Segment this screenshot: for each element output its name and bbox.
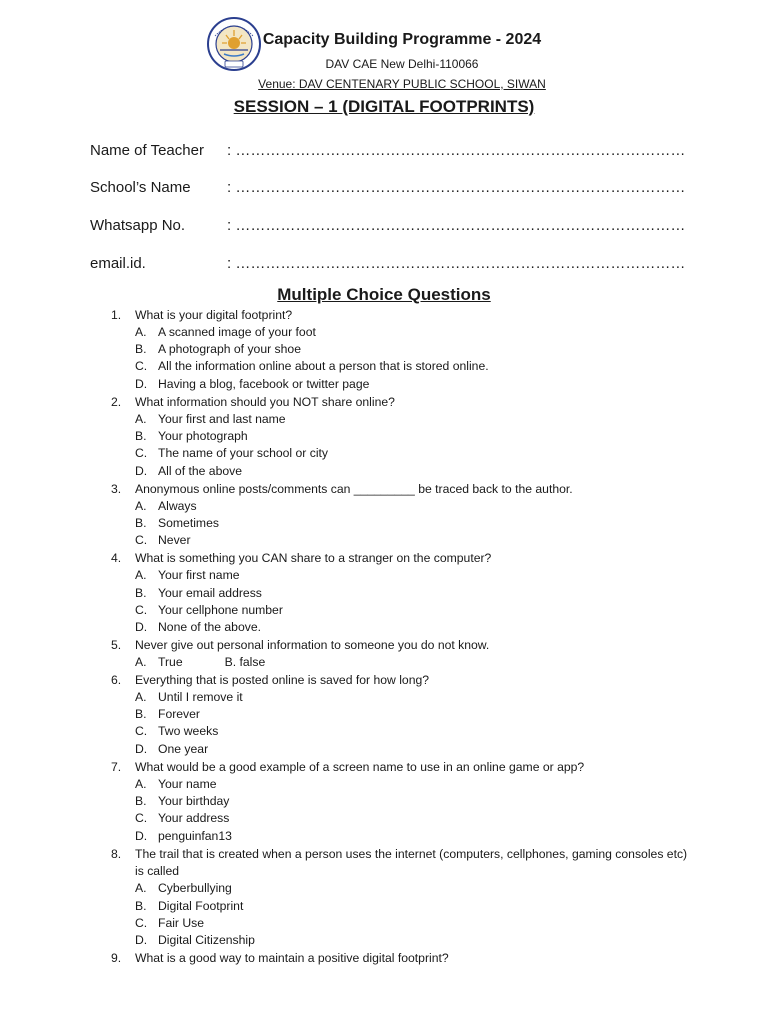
option-text: Your photograph xyxy=(158,429,248,443)
field-separator: : xyxy=(227,142,232,159)
option-text: penguinfan13 xyxy=(158,829,232,843)
answer-option[interactable] xyxy=(135,619,261,636)
option-letter: A. xyxy=(135,690,147,704)
field-separator: : xyxy=(227,255,232,272)
answer-option[interactable] xyxy=(135,689,243,706)
option-letter: C. xyxy=(135,724,148,738)
option-letter: C. xyxy=(135,446,148,460)
question-text: What is your digital footprint? xyxy=(135,308,293,322)
question-text: What is a good way to maintain a positive digital footprint? xyxy=(135,951,449,965)
option-text: The name of your school or city xyxy=(158,446,329,460)
answer-option[interactable] xyxy=(135,828,232,845)
option-text: Your cellphone number xyxy=(158,603,283,617)
option-letter: C. xyxy=(135,603,148,617)
option-text: True xyxy=(158,655,183,669)
answer-option[interactable] xyxy=(135,532,191,549)
option-text: All of the above xyxy=(158,464,243,478)
option-text: Two weeks xyxy=(158,724,219,738)
question-number: 7. xyxy=(111,760,122,774)
answer-option[interactable] xyxy=(135,706,200,723)
question-number: 8. xyxy=(111,847,122,861)
option-letter: B. xyxy=(135,794,147,808)
option-letter: A. xyxy=(135,568,147,582)
option-text: Fair Use xyxy=(158,916,205,930)
option-text: A scanned image of your foot xyxy=(158,325,316,339)
question xyxy=(111,637,721,654)
field-label: Whatsapp No. xyxy=(90,217,186,234)
answer-option[interactable] xyxy=(135,376,369,393)
answer-option[interactable] xyxy=(135,741,208,758)
option-letter: D. xyxy=(135,464,148,478)
answer-option[interactable] xyxy=(135,515,219,532)
option-letter: B. xyxy=(135,516,147,530)
field-label: Name of Teacher xyxy=(90,142,204,159)
option-text: Your first name xyxy=(158,568,240,582)
question xyxy=(111,481,721,498)
option-text: A photograph of your shoe xyxy=(158,342,301,356)
answer-option[interactable] xyxy=(135,445,328,462)
field-blank[interactable]: ……………………………………………………………………………… xyxy=(235,217,686,234)
answer-option[interactable] xyxy=(135,793,229,810)
option-letter: A. xyxy=(135,499,147,513)
question xyxy=(111,950,721,967)
teacher-name-field[interactable] xyxy=(90,142,685,159)
answer-option[interactable] xyxy=(135,358,489,375)
answer-option[interactable] xyxy=(135,341,301,358)
option-letter: A. xyxy=(135,777,147,791)
option-letter: A. xyxy=(135,325,147,339)
option-letter: B. xyxy=(135,429,147,443)
option-letter: D. xyxy=(135,742,148,756)
option-letter: A. xyxy=(135,881,147,895)
question-number: 9. xyxy=(111,951,122,965)
answer-option[interactable] xyxy=(135,567,240,584)
whatsapp-field[interactable] xyxy=(90,217,685,234)
question-text: Everything that is posted online is saved for how long? xyxy=(135,673,430,687)
option-letter: A. xyxy=(135,412,147,426)
question-number: 6. xyxy=(111,673,122,687)
option-letter: C. xyxy=(135,359,148,373)
venue-line: Venue: DAV CENTENARY PUBLIC SCHOOL, SIWAN xyxy=(258,77,546,91)
question-number: 5. xyxy=(111,638,122,652)
option-text: Having a blog, facebook or twitter page xyxy=(158,377,370,391)
email-field[interactable] xyxy=(90,255,685,272)
question-number: 4. xyxy=(111,551,122,565)
option-letter: C. xyxy=(135,811,148,825)
option-text: One year xyxy=(158,742,209,756)
field-blank[interactable]: ……………………………………………………………………………… xyxy=(235,142,686,159)
option-text: Your address xyxy=(158,811,230,825)
mcq-heading: Multiple Choice Questions xyxy=(277,285,491,304)
answer-option[interactable] xyxy=(135,810,229,827)
option-text: Your email address xyxy=(158,586,262,600)
programme-title: Capacity Building Programme - 2024 xyxy=(262,31,542,48)
option-text: All the information online about a person that is stored online. xyxy=(158,359,489,373)
option-letter: C. xyxy=(135,533,148,547)
option-text: Always xyxy=(158,499,197,513)
field-blank[interactable]: ……………………………………………………………………………… xyxy=(235,255,686,272)
answer-option[interactable] xyxy=(135,602,283,619)
answer-option-row[interactable] xyxy=(135,654,265,671)
option-letter: B. xyxy=(135,586,147,600)
question-text-continued: is called xyxy=(135,864,180,878)
answer-option[interactable] xyxy=(135,776,217,793)
option-letter: A. xyxy=(135,655,147,669)
answer-option[interactable] xyxy=(135,915,204,932)
answer-option[interactable] xyxy=(135,498,197,515)
option-text: Sometimes xyxy=(158,516,219,530)
option-text: Your first and last name xyxy=(158,412,286,426)
question-number: 3. xyxy=(111,482,122,496)
question-number: 2. xyxy=(111,395,122,409)
question xyxy=(111,759,721,776)
option-text: None of the above. xyxy=(158,620,261,634)
answer-option[interactable] xyxy=(135,428,248,445)
option-letter: B. xyxy=(135,899,147,913)
question-text: Anonymous online posts/comments can _________ be traced back to the author. xyxy=(135,482,573,496)
answer-option[interactable] xyxy=(135,880,232,897)
school-name-field[interactable] xyxy=(90,179,685,196)
option-text: Your birthday xyxy=(158,794,230,808)
option-text: Until I remove it xyxy=(158,690,243,704)
option-text: B. false xyxy=(224,655,266,669)
question xyxy=(111,846,721,863)
option-letter: B. xyxy=(135,707,147,721)
organisation-address: DAV CAE New Delhi-110066 xyxy=(325,57,479,71)
question xyxy=(111,550,721,567)
field-blank[interactable]: ……………………………………………………………………………… xyxy=(235,179,686,196)
option-letter: D. xyxy=(135,377,148,391)
question xyxy=(111,672,721,689)
option-text: Digital Citizenship xyxy=(158,933,255,947)
option-letter: D. xyxy=(135,933,148,947)
option-text: Your name xyxy=(158,777,217,791)
question-text: What would be a good example of a screen name to use in an online game or app? xyxy=(135,760,585,774)
field-separator: : xyxy=(227,217,232,234)
option-text: Never xyxy=(158,533,191,547)
question-number: 1. xyxy=(111,308,122,322)
answer-option[interactable] xyxy=(135,898,243,915)
field-label: email.id. xyxy=(90,255,146,272)
question-text: The trail that is created when a person uses the internet (computers, cellphones, gaming consoles etc) xyxy=(135,847,688,861)
question-text: What is something you CAN share to a stranger on the computer? xyxy=(135,551,492,565)
answer-option[interactable] xyxy=(135,585,262,602)
option-letter: C. xyxy=(135,916,148,930)
option-letter: D. xyxy=(135,620,148,634)
option-text: Forever xyxy=(158,707,200,721)
session-title: SESSION – 1 (DIGITAL FOOTPRINTS) xyxy=(233,97,535,116)
answer-option[interactable] xyxy=(135,932,255,949)
field-label: School’s Name xyxy=(90,179,191,196)
answer-option[interactable] xyxy=(135,463,242,480)
question xyxy=(111,394,721,411)
option-letter: D. xyxy=(135,829,148,843)
question xyxy=(111,307,721,324)
answer-option[interactable] xyxy=(135,411,286,428)
option-letter: B. xyxy=(135,342,147,356)
answer-option[interactable] xyxy=(135,324,316,341)
field-separator: : xyxy=(227,179,232,196)
question-text: What information should you NOT share online? xyxy=(135,395,395,409)
answer-option[interactable] xyxy=(135,723,218,740)
question-text: Never give out personal information to someone you do not know. xyxy=(135,638,490,652)
option-text: Cyberbullying xyxy=(158,881,232,895)
option-text: Digital Footprint xyxy=(158,899,244,913)
